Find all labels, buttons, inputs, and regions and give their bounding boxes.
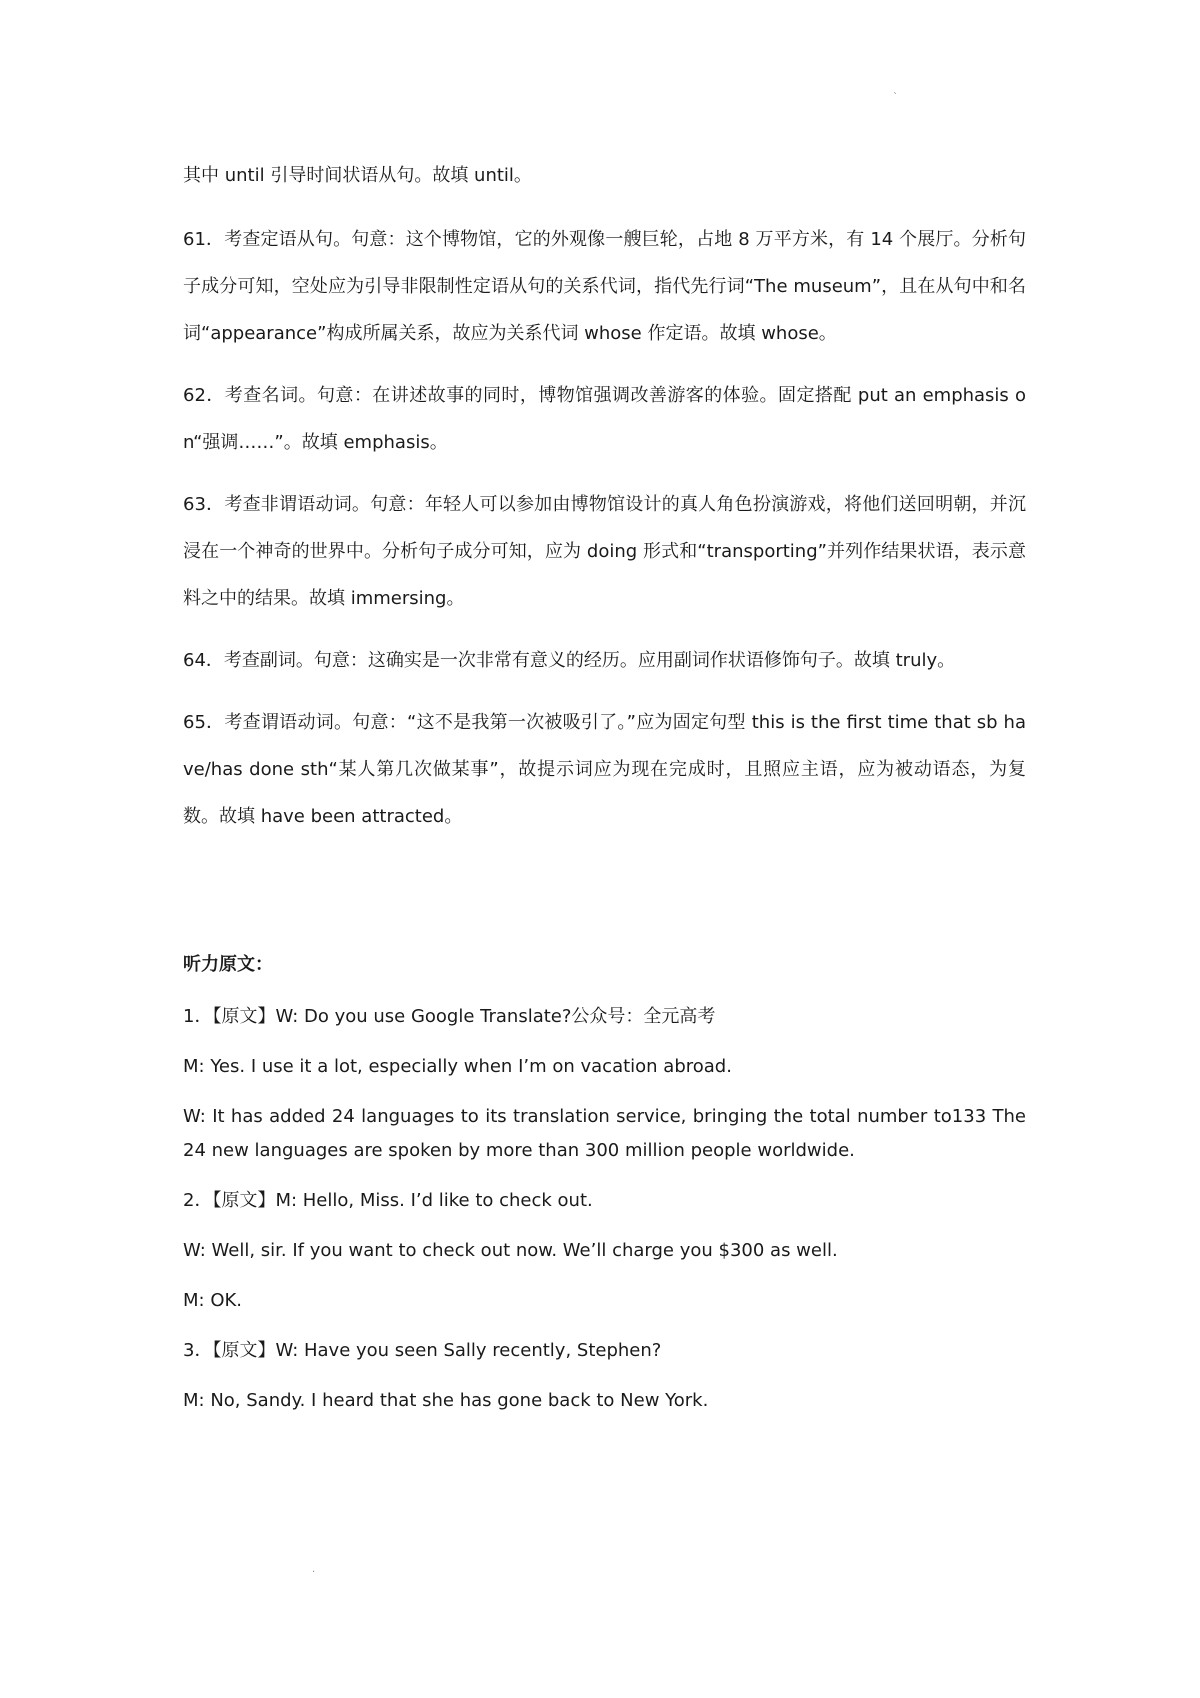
listening-line: 3．【原文】W: Have you seen Sally recently, Stephen? <box>183 1340 662 1361</box>
answer-62: 62．考查名词。句意：在讲述故事的同时，博物馆强调改善游客的体验。固定搭配 put an emphasis on“强调……”。故填 emphasis。 <box>183 385 1026 453</box>
document-body <box>183 152 1026 1434</box>
listening-line: 2．【原文】M: Hello, Miss. I’d like to check out. <box>183 1190 593 1211</box>
answer-64: 64．考查副词。句意：这确实是一次非常有意义的经历。应用副词作状语修饰句子。故填 truly。 <box>183 650 956 671</box>
listening-title: 听力原文： <box>183 954 273 975</box>
answer-61: 61．考查定语从句。句意：这个博物馆，它的外观像一艘巨轮，占地 8 万平方米，有 14 个展厅。分析句子成分可知，空处应为引导非限制性定语从句的关系代词，指代先行词“The museum”，且在从句中和名词“appearance”构成所属关系，故应为关系代词 whose 作定语。故填 whose。 <box>183 229 1026 344</box>
listening-line: M: Yes. I use it a lot, especially when I’m on vacation abroad. <box>183 1056 732 1077</box>
answer-65: 65．考查谓语动词。句意：“这不是我第一次被吸引了。”应为固定句型 this is the first time that sb have/has done sth“某人第几次做某事”，故提示词应为现在完成时，且照应主语，应为被动语态，为复数。故填 have been attracted。 <box>183 712 1026 827</box>
listening-line: W: It has added 24 languages to its translation service, bringing the total number to133 The 24 new languages are spoken by more than 300 million people worldwide. <box>183 1106 1026 1161</box>
listening-line: M: No, Sandy. I heard that she has gone back to New York. <box>183 1390 709 1411</box>
answer-continuation: 其中 until 引导时间状语从句。故填 until。 <box>183 165 532 186</box>
answer-63: 63．考查非谓语动词。句意：年轻人可以参加由博物馆设计的真人角色扮演游戏，将他们送回明朝，并沉浸在一个神奇的世界中。分析句子成分可知，应为 doing 形式和“transporting”并列作结果状语，表示意料之中的结果。故填 immersing。 <box>183 494 1026 609</box>
section-spacer <box>183 855 1026 950</box>
scan-speck: ` <box>893 92 898 103</box>
scan-speck: . <box>312 1564 316 1575</box>
listening-line: W: Well, sir. If you want to check out now. We’ll charge you $300 as well. <box>183 1240 838 1261</box>
listening-line: M: OK. <box>183 1290 243 1311</box>
listening-line: 1．【原文】W: Do you use Google Translate?公众号：全元高考 <box>183 1006 716 1027</box>
